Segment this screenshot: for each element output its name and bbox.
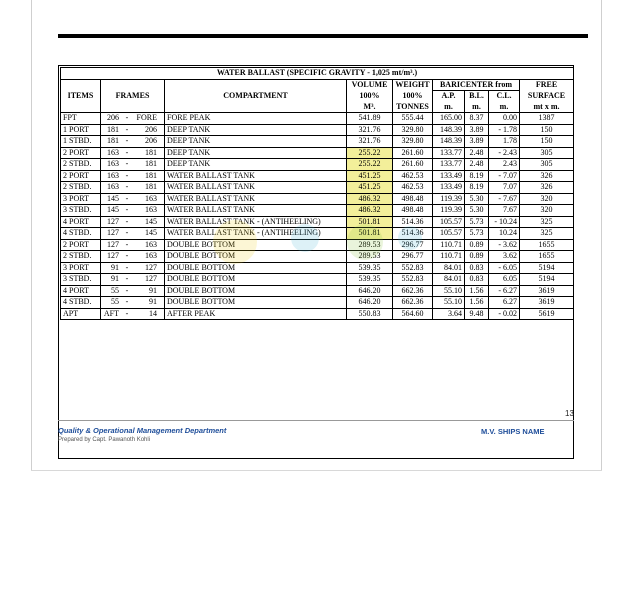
bl-cell: 5.30 bbox=[465, 193, 489, 205]
weight-cell: 296.77 bbox=[393, 239, 433, 251]
compartment-cell: DEEP TANK bbox=[165, 147, 347, 159]
page-edge-right bbox=[601, 0, 602, 470]
free-surface-cell: 326 bbox=[520, 182, 574, 194]
weight-cell: 261.60 bbox=[393, 147, 433, 159]
header-compartment: COMPARTMENT bbox=[165, 79, 347, 113]
table-title: WATER BALLAST (SPECIFIC GRAVITY - 1,025 mt/m³.) bbox=[61, 68, 574, 80]
ap-cell: 119.39 bbox=[433, 205, 465, 217]
frame-from: 163 bbox=[107, 147, 119, 157]
compartment-cell: DOUBLE BOTTOM bbox=[165, 285, 347, 297]
frame-to: 91 bbox=[149, 297, 157, 306]
ap-cell: 148.39 bbox=[433, 136, 465, 148]
ap-cell: 105.57 bbox=[433, 216, 465, 228]
frame-separator: - bbox=[125, 274, 129, 283]
volume-cell: 255.22 bbox=[347, 159, 393, 171]
header-weight-3: TONNES bbox=[393, 102, 433, 113]
weight-cell: 296.77 bbox=[393, 251, 433, 263]
weight-cell: 514.36 bbox=[393, 216, 433, 228]
table-row bbox=[61, 159, 574, 171]
compartment-cell: AFTER PEAK bbox=[165, 308, 347, 320]
cl-cell: - 2.43 bbox=[489, 147, 520, 159]
weight-cell: 462.53 bbox=[393, 170, 433, 182]
table-row bbox=[61, 124, 574, 136]
frame-to: 163 bbox=[145, 193, 157, 203]
free-surface-cell: 3619 bbox=[520, 285, 574, 297]
page-edge-bottom bbox=[31, 470, 602, 471]
table-row bbox=[61, 147, 574, 159]
header-ap-2: m. bbox=[433, 102, 465, 113]
ap-cell: 133.49 bbox=[433, 170, 465, 182]
free-surface-cell: 3619 bbox=[520, 297, 574, 309]
frame-from: 163 bbox=[107, 182, 119, 191]
frame-separator: - bbox=[125, 308, 129, 318]
volume-cell: 451.25 bbox=[347, 182, 393, 194]
frame-from: 127 bbox=[107, 228, 119, 237]
frames-cell bbox=[101, 182, 165, 194]
frame-from: 206 bbox=[107, 113, 119, 122]
frames-cell bbox=[101, 170, 165, 182]
bl-cell: 8.37 bbox=[465, 113, 489, 125]
page-edge-left bbox=[31, 0, 32, 470]
cl-cell: 1.78 bbox=[489, 136, 520, 148]
footer-rule bbox=[58, 420, 574, 421]
item-cell: 2 PORT bbox=[61, 239, 101, 251]
weight-cell: 261.60 bbox=[393, 159, 433, 171]
bl-cell: 3.89 bbox=[465, 124, 489, 136]
frame-separator: - bbox=[125, 216, 129, 226]
weight-cell: 329.80 bbox=[393, 136, 433, 148]
bl-cell: 5.30 bbox=[465, 205, 489, 217]
frame-separator: - bbox=[125, 159, 129, 168]
cl-cell: - 7.67 bbox=[489, 193, 520, 205]
table-row bbox=[61, 170, 574, 182]
item-cell: 4 PORT bbox=[61, 285, 101, 297]
free-surface-cell: 1655 bbox=[520, 239, 574, 251]
compartment-cell: DEEP TANK bbox=[165, 136, 347, 148]
weight-cell: 498.48 bbox=[393, 205, 433, 217]
frame-to: 163 bbox=[145, 205, 157, 214]
cl-cell: - 0.02 bbox=[489, 308, 520, 320]
footer-department: Quality & Operational Management Department bbox=[58, 426, 227, 435]
cl-cell: - 10.24 bbox=[489, 216, 520, 228]
compartment-cell: DEEP TANK bbox=[165, 159, 347, 171]
ap-cell: 133.49 bbox=[433, 182, 465, 194]
frame-separator: - bbox=[125, 113, 129, 122]
free-surface-cell: 320 bbox=[520, 193, 574, 205]
frame-to: 127 bbox=[145, 262, 157, 272]
free-surface-cell: 5194 bbox=[520, 262, 574, 274]
item-cell: 2 PORT bbox=[61, 147, 101, 159]
ap-cell: 84.01 bbox=[433, 274, 465, 286]
free-surface-cell: 150 bbox=[520, 136, 574, 148]
item-cell: 1 PORT bbox=[61, 124, 101, 136]
bl-cell: 5.73 bbox=[465, 216, 489, 228]
cl-cell: 10.24 bbox=[489, 228, 520, 240]
cl-cell: 7.07 bbox=[489, 182, 520, 194]
weight-cell: 555.44 bbox=[393, 113, 433, 125]
weight-cell: 552.83 bbox=[393, 274, 433, 286]
weight-cell: 514.36 bbox=[393, 228, 433, 240]
frames-cell bbox=[101, 216, 165, 228]
free-surface-cell: 5619 bbox=[520, 308, 574, 320]
cl-cell: 7.67 bbox=[489, 205, 520, 217]
item-cell: 4 STBD. bbox=[61, 228, 101, 240]
frames-cell bbox=[101, 124, 165, 136]
table-row bbox=[61, 274, 574, 286]
volume-cell: 321.76 bbox=[347, 136, 393, 148]
item-cell: 2 STBD. bbox=[61, 251, 101, 263]
frames-cell bbox=[101, 205, 165, 217]
frame-separator: - bbox=[125, 124, 129, 134]
volume-cell: 451.25 bbox=[347, 170, 393, 182]
header-rule bbox=[58, 34, 588, 38]
compartment-cell: WATER BALLAST TANK bbox=[165, 193, 347, 205]
header-volume-2: 100% bbox=[347, 91, 393, 102]
table-row bbox=[61, 113, 574, 125]
item-cell: FPT bbox=[61, 113, 101, 125]
volume-cell: 486.32 bbox=[347, 205, 393, 217]
frame-from: 163 bbox=[107, 159, 119, 168]
header-weight-1: WEIGHT bbox=[393, 79, 433, 91]
frames-cell bbox=[101, 251, 165, 263]
page-number: 13 bbox=[565, 409, 574, 418]
table-row bbox=[61, 297, 574, 309]
cl-cell: 2.43 bbox=[489, 159, 520, 171]
cl-cell: 6.27 bbox=[489, 297, 520, 309]
frame-separator: - bbox=[125, 205, 129, 214]
free-surface-cell: 325 bbox=[520, 228, 574, 240]
weight-cell: 552.83 bbox=[393, 262, 433, 274]
frame-separator: - bbox=[125, 262, 129, 272]
cl-cell: 3.62 bbox=[489, 251, 520, 263]
cl-cell: - 6.05 bbox=[489, 262, 520, 274]
volume-cell: 550.83 bbox=[347, 308, 393, 320]
item-cell: 3 STBD. bbox=[61, 274, 101, 286]
ap-cell: 110.71 bbox=[433, 239, 465, 251]
free-surface-cell: 320 bbox=[520, 205, 574, 217]
ap-cell: 133.77 bbox=[433, 147, 465, 159]
volume-cell: 321.76 bbox=[347, 124, 393, 136]
ap-cell: 148.39 bbox=[433, 124, 465, 136]
item-cell: 1 STBD. bbox=[61, 136, 101, 148]
frame-separator: - bbox=[125, 239, 129, 249]
ap-cell: 55.10 bbox=[433, 285, 465, 297]
compartment-cell: FORE PEAK bbox=[165, 113, 347, 125]
frames-cell bbox=[101, 147, 165, 159]
frames-cell bbox=[101, 228, 165, 240]
table-row bbox=[61, 228, 574, 240]
weight-cell: 662.36 bbox=[393, 285, 433, 297]
frame-from: 145 bbox=[107, 193, 119, 203]
volume-cell: 646.20 bbox=[347, 285, 393, 297]
item-cell: 2 PORT bbox=[61, 170, 101, 182]
frame-to: 206 bbox=[145, 136, 157, 145]
frame-from: 91 bbox=[111, 262, 119, 272]
frame-from: 127 bbox=[107, 251, 119, 260]
frame-separator: - bbox=[125, 228, 129, 237]
compartment-cell: DOUBLE BOTTOM bbox=[165, 239, 347, 251]
bl-cell: 9.48 bbox=[465, 308, 489, 320]
table-row bbox=[61, 239, 574, 251]
frames-cell bbox=[101, 262, 165, 274]
weight-cell: 498.48 bbox=[393, 193, 433, 205]
header-volume-1: VOLUME bbox=[347, 79, 393, 91]
weight-cell: 329.80 bbox=[393, 124, 433, 136]
frame-to: 14 bbox=[149, 308, 157, 318]
water-ballast-table bbox=[60, 67, 574, 320]
frames-cell bbox=[101, 113, 165, 125]
table-row bbox=[61, 193, 574, 205]
table-row bbox=[61, 308, 574, 320]
item-cell: 3 PORT bbox=[61, 262, 101, 274]
frames-cell bbox=[101, 274, 165, 286]
frame-to: 163 bbox=[145, 239, 157, 249]
frame-to: 181 bbox=[145, 170, 157, 180]
header-bl-2: m. bbox=[465, 102, 489, 113]
frame-to: 145 bbox=[145, 228, 157, 237]
frame-to: 181 bbox=[145, 159, 157, 168]
volume-cell: 486.32 bbox=[347, 193, 393, 205]
weight-cell: 662.36 bbox=[393, 297, 433, 309]
header-bl-1: B.L. bbox=[465, 91, 489, 102]
cl-cell: - 6.27 bbox=[489, 285, 520, 297]
item-cell: APT bbox=[61, 308, 101, 320]
table-row bbox=[61, 182, 574, 194]
cl-cell: 6.05 bbox=[489, 274, 520, 286]
compartment-cell: DOUBLE BOTTOM bbox=[165, 251, 347, 263]
compartment-cell: WATER BALLAST TANK bbox=[165, 182, 347, 194]
frame-from: 145 bbox=[107, 205, 119, 214]
frame-to: FORE bbox=[136, 113, 157, 122]
frame-to: 163 bbox=[145, 251, 157, 260]
ap-cell: 165.00 bbox=[433, 113, 465, 125]
frames-cell bbox=[101, 297, 165, 309]
frame-to: 181 bbox=[145, 182, 157, 191]
frame-from: 127 bbox=[107, 216, 119, 226]
bl-cell: 0.83 bbox=[465, 274, 489, 286]
bl-cell: 0.89 bbox=[465, 239, 489, 251]
header-baricenter: BARICENTER from bbox=[433, 79, 520, 91]
table-row bbox=[61, 285, 574, 297]
free-surface-cell: 305 bbox=[520, 147, 574, 159]
frame-from: 181 bbox=[107, 124, 119, 134]
header-items: ITEMS bbox=[61, 79, 101, 113]
cl-cell: - 1.78 bbox=[489, 124, 520, 136]
item-cell: 2 STBD. bbox=[61, 159, 101, 171]
header-frames: FRAMES bbox=[101, 79, 165, 113]
frame-separator: - bbox=[125, 170, 129, 180]
header-ap-1: A.P. bbox=[433, 91, 465, 102]
free-surface-cell: 325 bbox=[520, 216, 574, 228]
frames-cell bbox=[101, 308, 165, 320]
compartment-cell: WATER BALLAST TANK - (ANTIHEELING) bbox=[165, 216, 347, 228]
ap-cell: 133.77 bbox=[433, 159, 465, 171]
bl-cell: 2.48 bbox=[465, 147, 489, 159]
footer-ship-name: M.V. SHIPS NAME bbox=[481, 427, 545, 436]
bl-cell: 2.48 bbox=[465, 159, 489, 171]
free-surface-cell: 305 bbox=[520, 159, 574, 171]
table-row bbox=[61, 262, 574, 274]
frames-cell bbox=[101, 136, 165, 148]
volume-cell: 501.81 bbox=[347, 228, 393, 240]
bl-cell: 5.73 bbox=[465, 228, 489, 240]
ap-cell: 3.64 bbox=[433, 308, 465, 320]
free-surface-cell: 1387 bbox=[520, 113, 574, 125]
bl-cell: 0.89 bbox=[465, 251, 489, 263]
frames-cell bbox=[101, 285, 165, 297]
frames-cell bbox=[101, 239, 165, 251]
ap-cell: 105.57 bbox=[433, 228, 465, 240]
volume-cell: 539.35 bbox=[347, 274, 393, 286]
item-cell: 3 PORT bbox=[61, 193, 101, 205]
header-free-2: SURFACE bbox=[520, 91, 574, 102]
free-surface-cell: 150 bbox=[520, 124, 574, 136]
frame-to: 91 bbox=[149, 285, 157, 295]
free-surface-cell: 1655 bbox=[520, 251, 574, 263]
compartment-cell: WATER BALLAST TANK bbox=[165, 170, 347, 182]
ballast-table-frame bbox=[58, 65, 574, 459]
compartment-cell: DOUBLE BOTTOM bbox=[165, 297, 347, 309]
ap-cell: 110.71 bbox=[433, 251, 465, 263]
table-row bbox=[61, 136, 574, 148]
bl-cell: 1.56 bbox=[465, 297, 489, 309]
frame-from: 91 bbox=[111, 274, 119, 283]
item-cell: 4 PORT bbox=[61, 216, 101, 228]
frame-separator: - bbox=[125, 182, 129, 191]
frame-to: 181 bbox=[145, 147, 157, 157]
header-free-3: mt x m. bbox=[520, 102, 574, 113]
cl-cell: 0.00 bbox=[489, 113, 520, 125]
compartment-cell: WATER BALLAST TANK bbox=[165, 205, 347, 217]
volume-cell: 255.22 bbox=[347, 147, 393, 159]
compartment-cell: DOUBLE BOTTOM bbox=[165, 274, 347, 286]
footer-prepared-by: Prepared by Capt. Pawanoth Kohli bbox=[58, 437, 151, 443]
ap-cell: 84.01 bbox=[433, 262, 465, 274]
bl-cell: 8.19 bbox=[465, 182, 489, 194]
frame-separator: - bbox=[125, 285, 129, 295]
frame-from: 55 bbox=[111, 285, 119, 295]
bl-cell: 8.19 bbox=[465, 170, 489, 182]
frames-cell bbox=[101, 159, 165, 171]
volume-cell: 539.35 bbox=[347, 262, 393, 274]
header-cl-2: m. bbox=[489, 102, 520, 113]
item-cell: 2 STBD. bbox=[61, 182, 101, 194]
weight-cell: 564.60 bbox=[393, 308, 433, 320]
header-weight-2: 100% bbox=[393, 91, 433, 102]
volume-cell: 501.81 bbox=[347, 216, 393, 228]
frame-from: 163 bbox=[107, 170, 119, 180]
frame-from: 127 bbox=[107, 239, 119, 249]
free-surface-cell: 326 bbox=[520, 170, 574, 182]
bl-cell: 0.83 bbox=[465, 262, 489, 274]
compartment-cell: WATER BALLAST TANK - (ANTIHEELING) bbox=[165, 228, 347, 240]
free-surface-cell: 5194 bbox=[520, 274, 574, 286]
frame-separator: - bbox=[125, 147, 129, 157]
frame-from: 55 bbox=[111, 297, 119, 306]
ap-cell: 119.39 bbox=[433, 193, 465, 205]
frame-separator: - bbox=[125, 251, 129, 260]
compartment-cell: DEEP TANK bbox=[165, 124, 347, 136]
volume-cell: 541.89 bbox=[347, 113, 393, 125]
frame-to: 145 bbox=[145, 216, 157, 226]
volume-cell: 289.53 bbox=[347, 251, 393, 263]
frames-cell bbox=[101, 193, 165, 205]
frame-separator: - bbox=[125, 193, 129, 203]
ap-cell: 55.10 bbox=[433, 297, 465, 309]
frame-separator: - bbox=[125, 136, 129, 145]
frame-from: AFT bbox=[103, 308, 119, 318]
frame-to: 206 bbox=[145, 124, 157, 134]
volume-cell: 289.53 bbox=[347, 239, 393, 251]
item-cell: 3 STBD. bbox=[61, 205, 101, 217]
header-volume-3: M³. bbox=[347, 102, 393, 113]
frame-from: 181 bbox=[107, 136, 119, 145]
item-cell: 4 STBD. bbox=[61, 297, 101, 309]
cl-cell: - 7.07 bbox=[489, 170, 520, 182]
volume-cell: 646.20 bbox=[347, 297, 393, 309]
header-free-1: FREE bbox=[520, 79, 574, 91]
frame-to: 127 bbox=[145, 274, 157, 283]
cl-cell: - 3.62 bbox=[489, 239, 520, 251]
frame-separator: - bbox=[125, 297, 129, 306]
header-cl-1: C.L. bbox=[489, 91, 520, 102]
table-row bbox=[61, 216, 574, 228]
table-row bbox=[61, 205, 574, 217]
bl-cell: 3.89 bbox=[465, 136, 489, 148]
table-row bbox=[61, 251, 574, 263]
weight-cell: 462.53 bbox=[393, 182, 433, 194]
bl-cell: 1.56 bbox=[465, 285, 489, 297]
compartment-cell: DOUBLE BOTTOM bbox=[165, 262, 347, 274]
